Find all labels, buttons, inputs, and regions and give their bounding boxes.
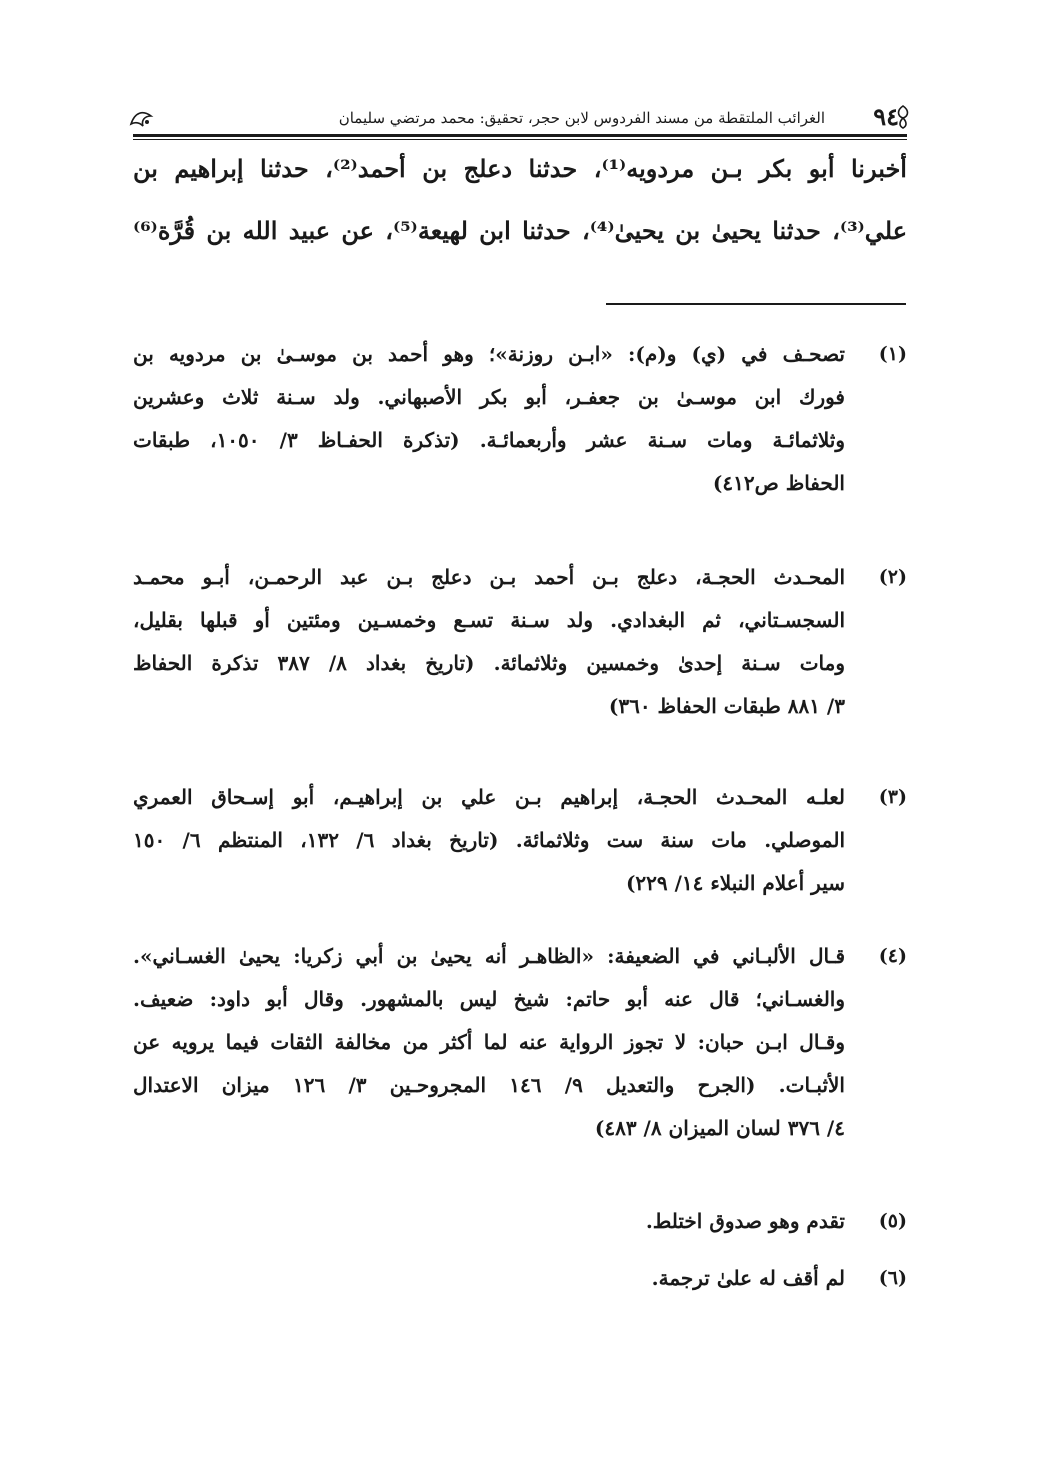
footnote-number: (٦)	[878, 1267, 907, 1289]
footnote	[133, 556, 907, 728]
footnote	[133, 776, 907, 905]
footnote-line: ٣/ ٨٨١ طبقات الحفاظ ٣٦٠)	[608, 694, 845, 718]
running-title: الغرائب الملتقطة من مسند الفردوس لابن حجر، تحقيق: محمد مرتضي سليمان	[338, 109, 825, 127]
header-rule	[133, 134, 907, 137]
footnote	[133, 333, 907, 505]
footnote-line: ٤/ ٣٧٦ لسان الميزان ٨/ ٤٨٣)	[594, 1116, 845, 1140]
ornament-icon	[127, 106, 155, 130]
page-header	[133, 100, 907, 140]
footnote-number: (١)	[878, 343, 907, 365]
footnote-line: والغسـاني؛ قال عنه أبو حاتم: شيخ ليس بالمشهور. وقال أبو داود: ضعيف.	[133, 987, 845, 1011]
footnote	[133, 1257, 907, 1300]
footnote-line: ومات سـنة إحدىٰ وخمسين وثلاثمائة. (تاريخ بغداد ٨/ ٣٨٧ تذكرة الحفاظ	[133, 651, 845, 675]
footnote-line: الأثبـات. (الجرح والتعديل ٩/ ١٤٦ المجروحـين ٣/ ١٢٦ ميزان الاعتدال	[133, 1073, 845, 1097]
page-number: ٩٤	[873, 102, 899, 131]
header-rule-thin	[133, 139, 907, 140]
footnote-line: فورك ابن موسـىٰ بن جعفـر، أبو بكر الأصبهاني. ولد سـنة ثلاث وعشرين	[133, 385, 845, 409]
footnote-line: الموصلي. مات سنة ست وثلاثمائة. (تاريخ بغداد ٦/ ١٣٢، المنتظم ٦/ ١٥٠	[133, 828, 845, 852]
footnote-number: (٥)	[878, 1210, 907, 1232]
footnote-line: لم أقف له علىٰ ترجمة.	[651, 1266, 845, 1290]
footnote-number: (٣)	[878, 786, 907, 808]
footnote-line: قـال الألبـاني في الضعيفة: «الظاهـر أنه يحيىٰ بن أبي زكريا: يحيىٰ الغسـاني».	[133, 944, 845, 968]
footnote-separator	[606, 303, 906, 305]
footnote-number: (٢)	[878, 566, 907, 588]
footnote-line: تصحـف في (ي) و(م): «ابـن روزنة»؛ وهو أحمد بن موسـىٰ بن مردويه بن	[133, 342, 845, 366]
main-text	[133, 148, 907, 252]
footnote-number: (٤)	[878, 945, 907, 967]
main-text-line: علي⁽³⁾، حدثنا يحيىٰ بن يحيىٰ⁽⁴⁾، حدثنا ابن لهيعة⁽⁵⁾، عن عبيد الله بن قُرَّة⁽⁶⁾	[133, 216, 907, 245]
footnote-line: وقـال ابـن حبان: لا تجوز الرواية عنه لما أكثر من مخالفة الثقات فيما يرويه عن	[133, 1030, 845, 1054]
footnote-line: الحفاظ ص٤١٢)	[712, 471, 845, 495]
footnote	[133, 935, 907, 1150]
footnote-line: وثلاثمائـة ومات سـنة عشر وأربعمائـة. (تذكرة الحفـاظ ٣/ ١٠٥٠، طبقات	[133, 428, 845, 452]
main-text-line: أخبرنا أبو بكر بـن مردويه⁽¹⁾، حدثنا دعلج بن أحمد⁽²⁾، حدثنا إبراهيم بن	[133, 154, 907, 183]
footnote	[133, 1200, 907, 1243]
footnote-line: لعلـه المحـدث الحجـة، إبراهيم بـن علي بن إبراهيـم، أبو إسـحاق العمري	[133, 785, 845, 809]
footnote-line: المحـدث الحجـة، دعلج بـن أحمد بـن دعلج بـن عبد الرحمـن، أبـو محمـد	[133, 565, 845, 589]
footnote-line: تقدم وهو صدوق اختلط.	[645, 1209, 845, 1233]
footnote-line: سير أعلام النبلاء ١٤/ ٢٢٩)	[625, 871, 845, 895]
footnote-line: السجسـتاني، ثم البغدادي. ولد سـنة تسـع وخمسـين ومئتين أو قبلها بقليل،	[133, 608, 845, 632]
